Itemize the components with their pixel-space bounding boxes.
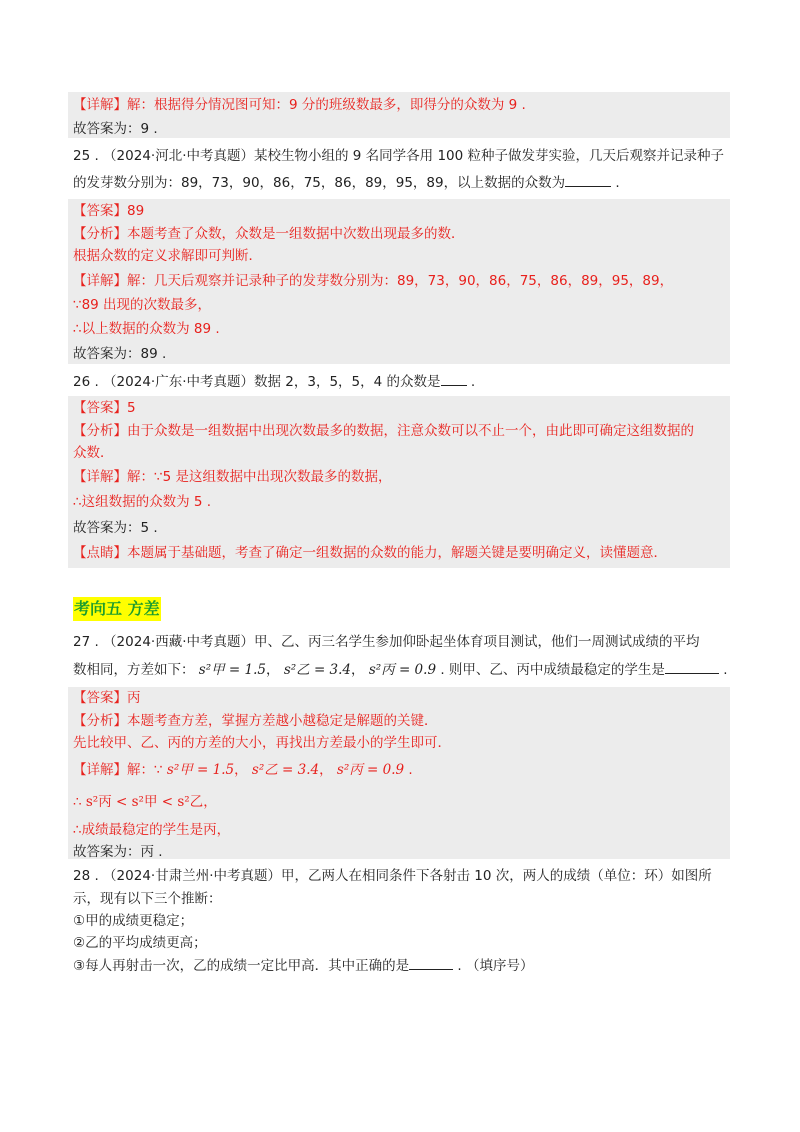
q26-daan: 【答案】5: [73, 400, 136, 416]
q25-step1: ∵89 出现的次数最多，: [73, 297, 212, 313]
q27-stem-prefix: 数相同，方差如下：: [73, 662, 195, 678]
q25-fenxi1: 【分析】本题考查了众数，众数是一组数据中次数出现最多的数．: [73, 226, 465, 242]
variance-bing-repeat: s²丙 = 0.9: [336, 762, 405, 778]
q26-fenxi1: 【分析】由于众数是一组数据中出现次数最多的数据，注意众数可以不止一个，由此即可确定这组数据的: [73, 423, 694, 439]
q27-stem-question: . 则甲、乙、丙中成绩最稳定的学生是: [440, 662, 665, 678]
q25-stem-text: 的发芽数分别为：89，73，90，86，75，86，89，95，89，以上数据的众数为: [73, 175, 566, 191]
q28-item3: [73, 955, 533, 977]
q27-xiangjie: 【详解】解：∵ s²甲 = 1.5， s²乙 = 3.4， s²丙 = 0.9 .: [73, 762, 413, 778]
q25-fenxi2: 根据众数的定义求解即可判断．: [73, 248, 262, 264]
q28-stem-line2: 示，现有以下三个推断：: [73, 891, 222, 907]
q27-answer: 故答案为：丙 .: [73, 844, 163, 860]
q27-compare: ∴ s²丙 < s²甲 < s²乙，: [73, 794, 217, 810]
q28-item1: ①甲的成绩更稳定；: [73, 913, 194, 929]
q25-stem-line1: 25 . （2024·河北·中考真题）某校生物小组的 9 名同学各用 100 粒种子做发芽实验，几天后观察并记录种子: [73, 148, 725, 164]
variance-yi-repeat: s²乙 = 3.4: [251, 762, 320, 778]
variance-jia-repeat: s²甲 = 1.5: [166, 762, 235, 778]
q27-fenxi2: 先比较甲、乙、丙的方差的大小，再找出方差最小的学生即可．: [73, 735, 451, 751]
q27-stem-line2: 数相同，方差如下： s²甲 = 1.5， s²乙 = 3.4， s²丙 = 0.9 . 则甲、乙、丙中成绩最稳定的学生是 .: [73, 659, 728, 681]
q26-xiangjie: 【详解】解：∵5 是这组数据中出现次数最多的数据，: [73, 469, 392, 485]
q25-stem-end: .: [611, 175, 620, 191]
q24-xiangjie: 【详解】解：根据得分情况图可知：9 分的班级数最多，即得分的众数为 9 .: [73, 97, 526, 113]
q25-daan: 【答案】89: [73, 203, 145, 219]
q26-step1: ∴这组数据的众数为 5 .: [73, 494, 212, 510]
q26-fenxi2: 众数．: [73, 445, 114, 461]
variance-yi: s²乙 = 3.4: [283, 662, 352, 678]
variance-bing: s²丙 = 0.9: [368, 662, 437, 678]
q28-item3-end: . （填序号）: [453, 958, 534, 974]
q25-step2: ∴以上数据的众数为 89 .: [73, 321, 220, 337]
q26-stem-end: .: [466, 374, 476, 390]
section-heading: 考向五 方差: [73, 597, 161, 621]
answer-blank: [565, 172, 611, 187]
q28-stem-line1: 28 . （2024·甘肃兰州·中考真题）甲，乙两人在相同条件下各射击 10 次，两人的成绩（单位：环）如图所: [73, 868, 712, 884]
q26-answer: 故答案为：5 .: [73, 520, 158, 536]
answer-blank: [665, 659, 719, 674]
q25-answer: 故答案为：89 .: [73, 346, 167, 362]
q25-stem-line2: [73, 172, 620, 194]
q26-dianjing: 【点睛】本题属于基础题，考查了确定一组数据的众数的能力，解题关键是要明确定义，读懂题意．: [73, 545, 667, 561]
q27-conclusion: ∴成绩最稳定的学生是丙，: [73, 822, 231, 838]
q27-xiangjie-end: .: [404, 762, 413, 778]
q27-xiangjie-prefix: 【详解】解：∵: [73, 762, 163, 778]
q27-stem-end: .: [718, 662, 728, 678]
variance-jia: s²甲 = 1.5: [198, 662, 267, 678]
q27-stem-line1: 27 . （2024·西藏·中考真题）甲、乙、丙三名学生参加仰卧起坐体育项目测试，他们一周测试成绩的平均: [73, 634, 700, 650]
answer-blank: [441, 371, 467, 386]
q26-stem: [73, 371, 475, 393]
q28-item3-text: ③每人再射击一次，乙的成绩一定比甲高．其中正确的是: [73, 958, 410, 974]
q26-stem-text: 26 . （2024·广东·中考真题）数据 2，3，5，5，4 的众数是: [73, 374, 441, 390]
q28-item2: ②乙的平均成绩更高；: [73, 935, 207, 951]
q24-answer: 故答案为：9 .: [73, 121, 158, 137]
q27-daan: 【答案】丙: [73, 690, 141, 706]
answer-blank: [409, 955, 453, 970]
q25-xiangjie: 【详解】解：几天后观察并记录种子的发芽数分别为：89，73，90，86，75，86，89，95，89，: [73, 273, 674, 289]
q27-fenxi1: 【分析】本题考查方差，掌握方差越小越稳定是解题的关键．: [73, 713, 438, 729]
